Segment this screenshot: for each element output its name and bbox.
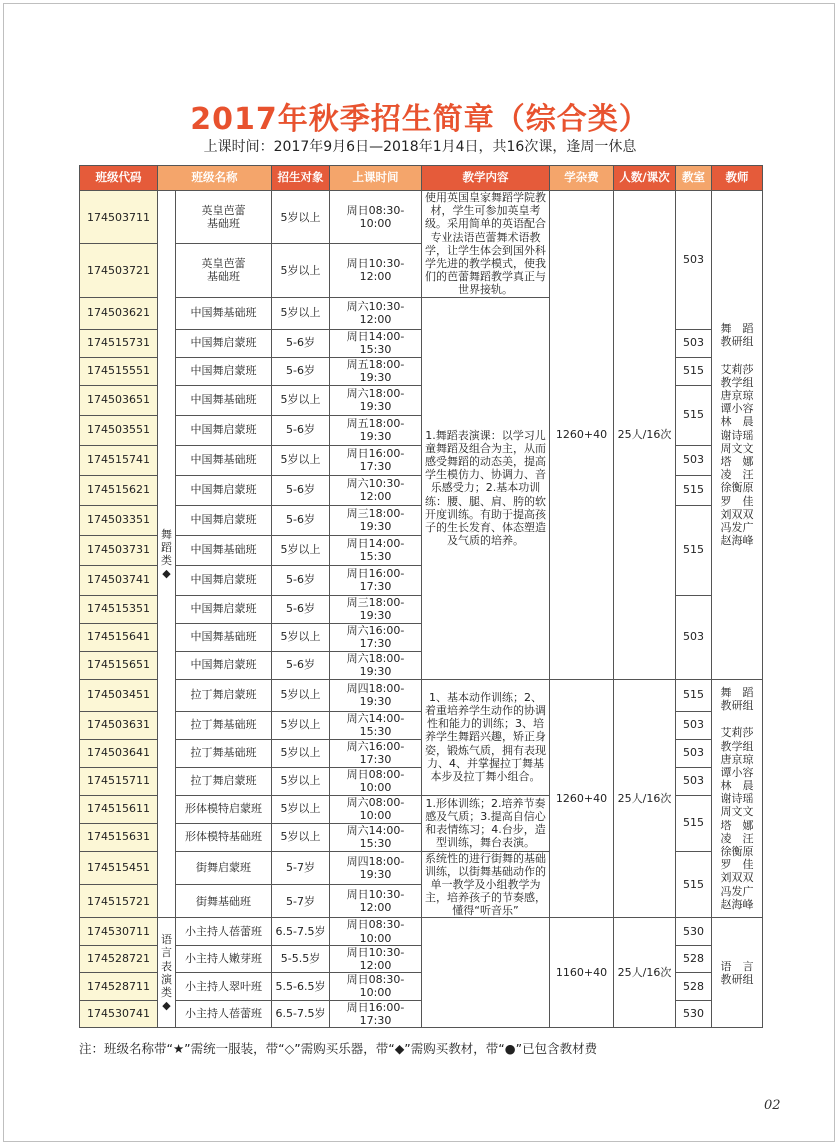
content-chinese: 1.舞蹈表演课：以学习儿童舞蹈及组合为主，从而感受舞蹈的动态美，提高学生模仿力、协调力、音乐感受力；2.基本功训练：腰、腿、肩、胯的软开度训练。有助于提高孩子的生长发育、体态塑造及气质的培养。 (422, 297, 550, 679)
content-hiphop: 系统性的进行街舞的基础训练，以街舞基础动作的单一教学及小组教学为主，培养孩子的节奏感，懂得“听音乐” (422, 851, 550, 918)
teacher-group: 舞 蹈 教研组 (720, 685, 754, 713)
class-name: 小主持人嫩芽班 (176, 945, 272, 972)
class-code: 174515651 (80, 651, 158, 679)
room: 530 (676, 1000, 712, 1027)
class-time: 周六10:30-12:00 (330, 297, 422, 329)
class-time: 周日08:00-10:00 (330, 767, 422, 795)
header-room: 教室 (676, 166, 712, 191)
class-name: 形体模特基础班 (176, 823, 272, 851)
table-row (80, 191, 763, 244)
class-name: 中国舞启蒙班 (176, 329, 272, 357)
class-code: 174515551 (80, 357, 158, 385)
header-people: 人数/课次 (614, 166, 676, 191)
class-time: 周六08:00-10:00 (330, 795, 422, 823)
class-target: 5岁以上 (272, 795, 330, 823)
class-target: 5-6岁 (272, 565, 330, 595)
room: 503 (676, 739, 712, 767)
class-name: 中国舞启蒙班 (176, 357, 272, 385)
class-time: 周日08:30-10:00 (330, 918, 422, 945)
schedule-table (79, 165, 763, 1028)
class-code: 174528711 (80, 973, 158, 1000)
table-row (80, 918, 763, 945)
class-code: 174530711 (80, 918, 158, 945)
class-target: 5-6岁 (272, 651, 330, 679)
class-name: 拉丁舞启蒙班 (176, 679, 272, 711)
class-code: 174503621 (80, 297, 158, 329)
content-latin: 1、基本动作训练；2、着重培养学生动作的协调性和能力的训练；3、培养学生舞蹈兴趣，矫正身姿，锻炼气质，拥有表现力、4、并掌握拉丁舞基本步及拉丁舞小组合。 (422, 679, 550, 795)
teacher-group: 舞 蹈 教研组 (720, 322, 754, 349)
class-time: 周六18:00-19:30 (330, 651, 422, 679)
class-name: 英皇芭蕾 基础班 (176, 191, 272, 244)
class-code: 174515621 (80, 475, 158, 505)
class-target: 5岁以上 (272, 297, 330, 329)
class-code: 174515721 (80, 884, 158, 917)
class-code: 174515451 (80, 851, 158, 884)
class-code: 174528721 (80, 945, 158, 972)
room: 503 (676, 329, 712, 357)
class-name: 拉丁舞基础班 (176, 711, 272, 739)
class-name: 小主持人翠叶班 (176, 973, 272, 1000)
room: 515 (676, 385, 712, 445)
class-time: 周日10:30-12:00 (330, 884, 422, 917)
class-code: 174515731 (80, 329, 158, 357)
table-row (80, 679, 763, 711)
content-ballet: 使用英国皇家舞蹈学院教材，学生可参加英皇考级。采用简单的英语配合专业法语芭蕾舞术语教学，让学生体会到国外科学先进的教学模式，使我们的芭蕾舞蹈教学真正与世界接轨。 (422, 191, 550, 298)
class-time: 周六10:30-12:00 (330, 475, 422, 505)
class-target: 5岁以上 (272, 711, 330, 739)
room: 515 (676, 795, 712, 851)
room: 528 (676, 973, 712, 1000)
people-lang: 25人/16次 (614, 918, 676, 1028)
teacher-list: 艾莉莎 教学组 唐京琼 谭小容 林 晨 谢诗瑶 周文文 塔 娜 凌 汪 徐衡原 罗 佳 刘双双 冯发广 赵海峰 (720, 362, 754, 548)
class-target: 5-6岁 (272, 329, 330, 357)
room: 515 (676, 851, 712, 918)
class-time: 周日10:30-12:00 (330, 945, 422, 972)
class-target: 5-5.5岁 (272, 945, 330, 972)
room: 528 (676, 945, 712, 972)
room: 503 (676, 711, 712, 739)
class-time: 周五18:00-19:30 (330, 415, 422, 445)
class-name: 中国舞基础班 (176, 623, 272, 651)
header-teacher: 教师 (712, 166, 763, 191)
class-target: 5-6岁 (272, 475, 330, 505)
class-target: 5岁以上 (272, 767, 330, 795)
room: 515 (676, 475, 712, 505)
class-time: 周三18:00-19:30 (330, 505, 422, 535)
class-target: 5-6岁 (272, 505, 330, 535)
class-time: 周六16:00-17:30 (330, 623, 422, 651)
class-name: 拉丁舞启蒙班 (176, 767, 272, 795)
class-target: 5.5-6.5岁 (272, 973, 330, 1000)
fee-dance2: 1260+40 (550, 679, 614, 918)
class-time: 周日16:00-17:30 (330, 565, 422, 595)
class-code: 174503351 (80, 505, 158, 535)
header-name: 班级名称 (158, 166, 272, 191)
class-time: 周四18:00-19:30 (330, 679, 422, 711)
class-code: 174503551 (80, 415, 158, 445)
class-name: 小主持人蓓蕾班 (176, 1000, 272, 1027)
class-target: 6.5-7.5岁 (272, 918, 330, 945)
header-target: 招生对象 (272, 166, 330, 191)
class-target: 5-7岁 (272, 851, 330, 884)
class-target: 5岁以上 (272, 623, 330, 651)
class-target: 5-6岁 (272, 357, 330, 385)
class-code: 174515641 (80, 623, 158, 651)
header-content: 教学内容 (422, 166, 550, 191)
room: 503 (676, 595, 712, 679)
class-code: 174515741 (80, 445, 158, 475)
class-name: 中国舞启蒙班 (176, 651, 272, 679)
class-time: 周四18:00-19:30 (330, 851, 422, 884)
class-target: 5岁以上 (272, 385, 330, 415)
page-subtitle: 上课时间：2017年9月6日—2018年1月4日，共16次课，逢周一休息 (203, 139, 637, 155)
class-name: 英皇芭蕾 基础班 (176, 244, 272, 297)
class-name: 中国舞启蒙班 (176, 415, 272, 445)
class-code: 174503741 (80, 565, 158, 595)
class-target: 5-7岁 (272, 884, 330, 917)
fee-lang: 1160+40 (550, 918, 614, 1028)
content-model: 1.形体训练；2.培养节奏感及气质；3.提高自信心和表情练习；4.台步，造型训练，舞台表演。 (422, 795, 550, 851)
class-time: 周日08:30-10:00 (330, 973, 422, 1000)
class-target: 6.5-7.5岁 (272, 1000, 330, 1027)
class-time: 周日08:30-10:00 (330, 191, 422, 244)
content-lang (422, 918, 550, 1028)
class-name: 中国舞基础班 (176, 535, 272, 565)
class-code: 174503451 (80, 679, 158, 711)
room: 515 (676, 679, 712, 711)
class-code: 174515611 (80, 795, 158, 823)
header-fee: 学杂费 (550, 166, 614, 191)
class-name: 小主持人蓓蕾班 (176, 918, 272, 945)
category-dance: 舞 蹈 类 ◆ (158, 191, 176, 918)
class-time: 周三18:00-19:30 (330, 595, 422, 623)
class-target: 5-6岁 (272, 595, 330, 623)
people-dance2: 25人/16次 (614, 679, 676, 918)
room: 515 (676, 357, 712, 385)
class-time: 周日16:00-17:30 (330, 445, 422, 475)
header-row (80, 166, 763, 191)
class-name: 中国舞基础班 (176, 297, 272, 329)
class-name: 中国舞基础班 (176, 385, 272, 415)
class-code: 174515631 (80, 823, 158, 851)
teacher-dance (712, 191, 763, 680)
class-code: 174503631 (80, 711, 158, 739)
class-code: 174515711 (80, 767, 158, 795)
class-time: 周日10:30-12:00 (330, 244, 422, 297)
room: 503 (676, 445, 712, 475)
class-time: 周日16:00-17:30 (330, 1000, 422, 1027)
header-code: 班级代码 (80, 166, 158, 191)
class-time: 周六16:00-17:30 (330, 739, 422, 767)
class-name: 中国舞启蒙班 (176, 595, 272, 623)
class-name: 中国舞启蒙班 (176, 565, 272, 595)
class-time: 周六18:00-19:30 (330, 385, 422, 415)
room: 515 (676, 505, 712, 595)
class-code: 174515351 (80, 595, 158, 623)
class-time: 周五18:00-19:30 (330, 357, 422, 385)
fee-dance: 1260+40 (550, 191, 614, 680)
class-target: 5岁以上 (272, 445, 330, 475)
class-time: 周日14:00-15:30 (330, 535, 422, 565)
class-time: 周日14:00-15:30 (330, 329, 422, 357)
class-code: 174503711 (80, 191, 158, 244)
teacher-lang: 语 言 教研组 (712, 918, 763, 1028)
class-time: 周六14:00-15:30 (330, 711, 422, 739)
class-code: 174530741 (80, 1000, 158, 1027)
class-target: 5岁以上 (272, 739, 330, 767)
class-name: 中国舞基础班 (176, 445, 272, 475)
class-code: 174503721 (80, 244, 158, 297)
class-target: 5岁以上 (272, 191, 330, 244)
footnote: 注：班级名称带“★”需统一服装，带“◇”需购买乐器，带“◆”需购买教材，带“●”已包含教材费 (79, 1041, 598, 1056)
teacher-dance2 (712, 679, 763, 918)
class-code: 174503641 (80, 739, 158, 767)
class-name: 拉丁舞基础班 (176, 739, 272, 767)
class-name: 中国舞启蒙班 (176, 505, 272, 535)
class-code: 174503731 (80, 535, 158, 565)
class-time: 周六14:00-15:30 (330, 823, 422, 851)
header-time: 上课时间 (330, 166, 422, 191)
page-number: 02 (764, 1098, 781, 1113)
category-lang: 语 言 表 演 类 ◆ (158, 918, 176, 1028)
room: 503 (676, 767, 712, 795)
room: 503 (676, 191, 712, 330)
page-title: 2017年秋季招生简章（综合类） (190, 102, 650, 137)
room: 530 (676, 918, 712, 945)
class-target: 5岁以上 (272, 823, 330, 851)
class-target: 5-6岁 (272, 415, 330, 445)
class-code: 174503651 (80, 385, 158, 415)
class-name: 中国舞启蒙班 (176, 475, 272, 505)
class-target: 5岁以上 (272, 679, 330, 711)
class-name: 形体模特启蒙班 (176, 795, 272, 823)
class-target: 5岁以上 (272, 244, 330, 297)
teacher-list: 艾莉莎 教学组 唐京琼 谭小容 林 晨 谢诗瑶 周文文 塔 娜 凌 汪 徐衡原 罗 佳 刘双双 冯发广 赵海峰 (720, 726, 754, 911)
people-dance: 25人/16次 (614, 191, 676, 680)
class-name: 街舞启蒙班 (176, 851, 272, 884)
class-name: 街舞基础班 (176, 884, 272, 917)
class-target: 5岁以上 (272, 535, 330, 565)
